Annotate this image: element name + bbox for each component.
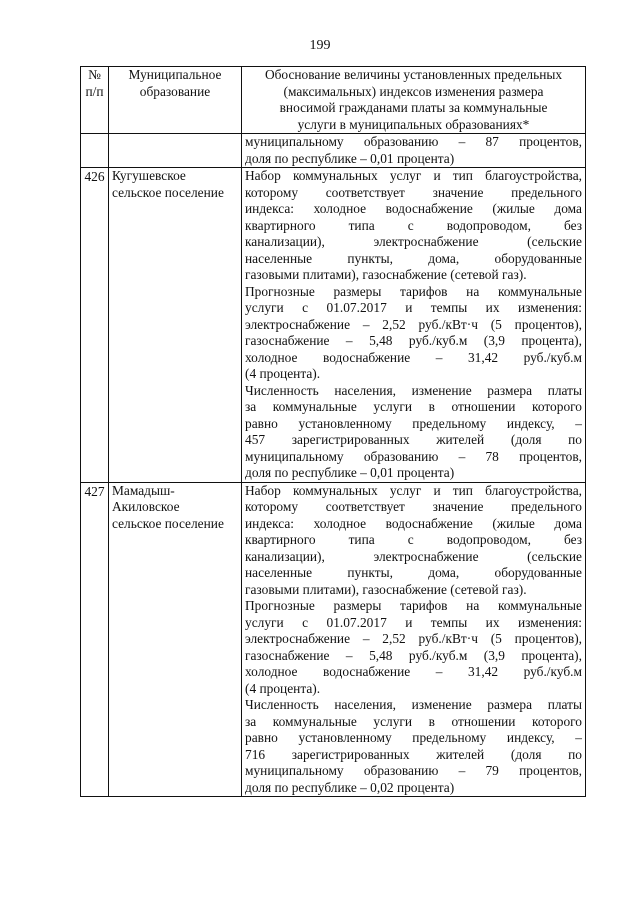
text-line: муниципальному образованию – 78 процентов, [245, 448, 582, 464]
text-line: муниципальному образованию – 87 процентов, [245, 134, 582, 149]
row-municipality [109, 482, 242, 797]
text-line: холодное водоснабжение – 31,42 руб./куб.м [245, 664, 582, 679]
row-number: 427 [81, 482, 109, 797]
text-line: доля по республике – 0,01 процента) [245, 150, 455, 166]
text-line: которому соответствует значение предельного [245, 184, 582, 200]
municipality-line: Мамадыш- [112, 482, 175, 498]
text-line: которому соответствует значение предельного [245, 499, 582, 514]
municipality-line: Кугушевское [112, 168, 186, 183]
text-line: холодное водоснабжение – 31,42 руб./куб.м [245, 349, 582, 365]
text-line: услуги с 01.07.2017 и темпы их изменения: [245, 614, 582, 630]
text-line: Прогнозные размеры тарифов на коммунальные [245, 598, 582, 613]
table-row [81, 168, 586, 483]
row-justification [242, 482, 586, 797]
text-line: Прогнозные размеры тарифов на коммунальные [245, 283, 582, 299]
text-line: Набор коммунальных услуг и тип благоустройства, [245, 482, 582, 498]
text-line: индекса: холодное водоснабжение (жилые дома [245, 515, 582, 531]
text-line: (4 процента). [245, 366, 321, 381]
text-line: газоснабжение – 5,48 руб./куб.м (3,9 процента), [245, 647, 582, 663]
text-line: квартирного типа с водопроводом, без [245, 217, 582, 233]
text-line: (4 процента). [245, 680, 321, 696]
text-line: доля по республике – 0,01 процента) [245, 465, 455, 480]
continuation-row [81, 134, 586, 168]
header-num: № п/п [81, 67, 109, 134]
text-line: населенные пункты, дома, оборудованные [245, 565, 582, 580]
continuation-num [81, 134, 109, 168]
table-header-row [81, 67, 586, 134]
text-line: населенные пункты, дома, оборудованные [245, 250, 582, 266]
text-line: канализации), электроснабжение (сельские [245, 234, 582, 249]
continuation-text [242, 134, 586, 168]
municipality-line: Акиловское [112, 499, 180, 514]
municipality-line: сельское поселение [112, 184, 224, 200]
text-line: индекса: холодное водоснабжение (жилые дома [245, 201, 582, 216]
text-line: Численность населения, изменение размера платы [245, 697, 582, 712]
text-line: Набор коммунальных услуг и тип благоустройства, [245, 168, 582, 183]
continuation-municipality [109, 134, 242, 168]
text-line: газовыми плитами), газоснабжение (сетевой газ). [245, 267, 527, 282]
row-justification [242, 168, 586, 483]
page-number: 199 [309, 38, 331, 53]
text-line: муниципальному образованию – 79 процентов, [245, 763, 582, 778]
header-justification: Обоснование величины установленных предельных (максимальных) индексов изменения размера вносимой гражданами платы за коммунальные услуги в муниципальных образованиях* [242, 67, 586, 134]
text-line: услуги с 01.07.2017 и темпы их изменения: [245, 300, 582, 315]
row-municipality [109, 168, 242, 483]
text-line: за коммунальные услуги в отношении которого [245, 713, 582, 729]
table-row [81, 482, 586, 797]
text-line: Численность населения, изменение размера платы [245, 382, 582, 398]
text-line: газовыми плитами), газоснабжение (сетевой газ). [245, 581, 527, 597]
text-line: электроснабжение – 2,52 руб./кВт·ч (5 процентов), [245, 631, 582, 646]
text-line: за коммунальные услуги в отношении которого [245, 399, 582, 414]
text-line: электроснабжение – 2,52 руб./кВт·ч (5 процентов), [245, 316, 582, 332]
row-number: 426 [81, 168, 109, 483]
text-line: равно установленному предельному индексу, – [245, 730, 582, 745]
text-line: доля по республике – 0,02 процента) [245, 779, 455, 795]
tariff-table [80, 66, 586, 797]
header-municipality: Муниципальное образование [109, 67, 242, 134]
text-line: канализации), электроснабжение (сельские [245, 548, 582, 564]
text-line: 716 зарегистрированных жителей (доля по [245, 746, 582, 762]
text-line: квартирного типа с водопроводом, без [245, 532, 582, 547]
municipality-line: сельское поселение [112, 515, 224, 531]
text-line: 457 зарегистрированных жителей (доля по [245, 432, 582, 447]
text-line: газоснабжение – 5,48 руб./куб.м (3,9 процента), [245, 333, 582, 348]
text-line: равно установленному предельному индексу, – [245, 415, 582, 431]
